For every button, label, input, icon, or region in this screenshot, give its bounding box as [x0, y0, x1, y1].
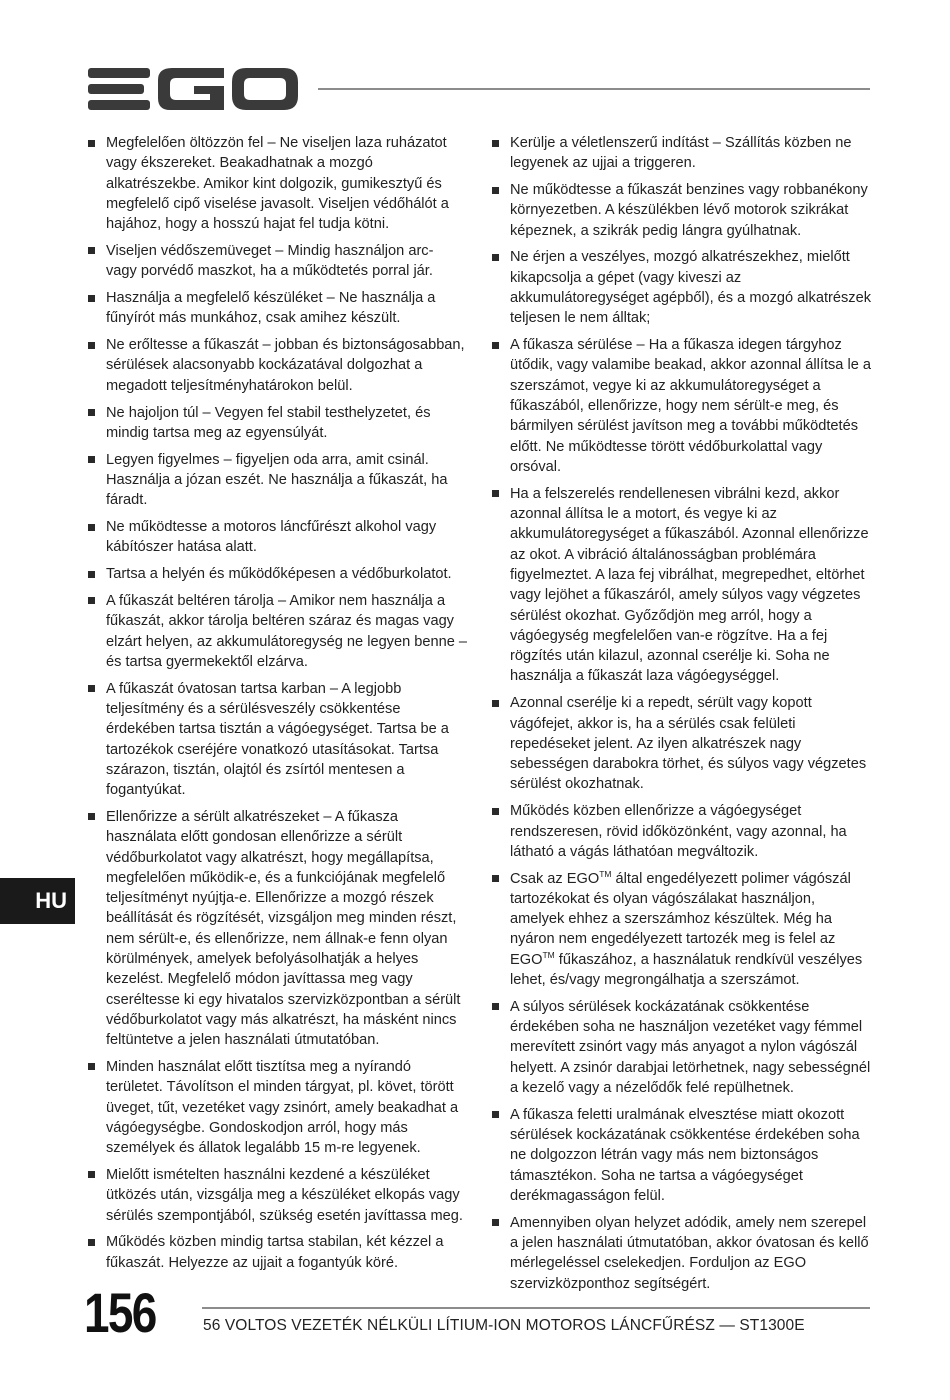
list-item: Minden használat előtt tisztítsa meg a nyírandó területet. Távolítson el minden tárgyat, pl. követ, törött üveget, tűt, vezetéket vagy zsinórt, amely beakadhat a vágóegységbe. Gondoskodjon arról, hogy más személyek és állatok legalább 15 m-re legyenek. [88, 1057, 468, 1158]
bullet-icon [88, 597, 95, 604]
list-item: Kerülje a véletlenszerű indítást – Szállítás közben ne legyenek az ujjai a triggeren. [492, 133, 872, 174]
bullet-icon [88, 524, 95, 531]
list-item: Ellenőrizze a sérült alkatrészeket – A fűkasza használata előtt gondosan ellenőrizze a sérült védőburkolatot vagy alkatrészt, hogy megállapítsa, megfelelően működik-e, és a funkciójának megfelelő teljesítményt nyújtja-e. Ellenőrizze a mozgó részek beállítását és rögzítését, vizsgáljon meg minden részt, nem sérült-e, és ellenőrizze, nem állnak-e fenn olyan körülmények, amelyek befolyásolhatják a helyes kezelést. Megfelelő módon javíttassa meg vagy cseréltesse ki egy hivatalos szervizközpontban a sérült védőburkolatot vagy más alkatrészt, ha másként nincs feltüntetve a jelen használati útmutatóban. [88, 807, 468, 1051]
bullet-icon [492, 490, 499, 497]
bullet-icon [492, 1003, 499, 1010]
list-item: A fűkaszát óvatosan tartsa karban – A legjobb teljesítmény és a sérülésveszély csökkentése érdekében tartsa tisztán a vágóegységet. Tartsa be a tartozékok cseréjére vonatkozó utasításokat. Tartsa szárazon, tisztán, olajtól és zsírtól mentesen a fogantyúkat. [88, 679, 468, 801]
bullet-icon [88, 813, 95, 820]
bullet-icon [88, 342, 95, 349]
right-column [492, 133, 872, 1301]
bullet-icon [88, 456, 95, 463]
list-item: Ne hajoljon túl – Vegyen fel stabil testhelyzetet, és mindig tartsa meg az egyensúlyát. [88, 403, 468, 444]
list-item: Ne erőltesse a fűkaszát – jobban és biztonságosabban, sérülések alacsonyabb kockázatával dolgozhat a megadott teljesítményhatárokon belül. [88, 335, 468, 396]
bullet-icon [492, 875, 499, 882]
bullet-icon [492, 808, 499, 815]
page-number: 156 [84, 1281, 156, 1344]
list-item: Azonnal cserélje ki a repedt, sérült vagy kopott vágófejet, akkor is, ha a sérülés csak felületi repedéseket jelent. Az ilyen alkatrészek nagy sebességen darabokra törhet, és súlyos vagy végzetes sérülést okozhatnak. [492, 693, 872, 794]
bullet-icon [492, 342, 499, 349]
list-item: Ne működtesse a fűkaszát benzines vagy robbanékony környezetben. A készülékben lévő motorok szikrákat képeznek, a szikrák pedig lángra gyúlhatnak. [492, 180, 872, 241]
list-item: Ha a felszerelés rendellenesen vibrálni kezd, akkor azonnal állítsa le a motort, és vegye ki az akkumulátoregységet a fűkaszából. Azonnal ellenőrizze az okot. A vibráció általánosságban problémára figyelmeztet. A laza fej vibrálhat, megrepedhet, eltörhet vagy lejöhet a fűkaszáról, amely súlyos vagy végzetes sérülést okozhat. Győződjön meg arról, hogy a vágóegység megfelelően van-e rögzítve. Ha a fej rögzítés után kilazul, azonnal cserélje ki. Soha ne használja a fűkaszát laza vágóegységgel. [492, 484, 872, 687]
list-item: Ne érjen a veszélyes, mozgó alkatrészekhez, mielőtt kikapcsolja a gépet (vagy kiveszi az akkumulátoregységet agépből), és a mozgó alkatrészek teljesen le nem álltak; [492, 247, 872, 328]
list-item: Tartsa a helyén és működőképesen a védőburkolatot. [88, 564, 468, 584]
left-column [88, 133, 468, 1279]
list-item: Legyen figyelmes – figyeljen oda arra, amit csinál. Használja a józan eszét. Ne használja a fűkaszát, ha fáradt. [88, 450, 468, 511]
footer-rule [202, 1307, 870, 1309]
list-item: Működés közben ellenőrizze a vágóegységet rendszeresen, rövid időközönként, vagy azonnal, ha látható a vágás láthatóan megváltozik. [492, 801, 872, 862]
list-item: Viseljen védőszemüveget – Mindig használjon arc- vagy porvédő maszkot, ha a működtetés porral jár. [88, 241, 468, 282]
list-item: Működés közben mindig tartsa stabilan, két kézzel a fűkaszát. Helyezze az ujjait a fogantyúk köré. [88, 1232, 468, 1273]
bullet-icon [88, 295, 95, 302]
list-item: Megfelelően öltözzön fel – Ne viseljen laza ruházatot vagy ékszereket. Beakadhatnak a mozgó alkatrészekbe. Amikor kint dolgozik, gumikesztyű és megfelelő cipő viselése javasolt. Viseljen védőhálót a hajához, hogy a hosszú hajat fel tudja kötni. [88, 133, 468, 234]
bullet-icon [88, 571, 95, 578]
language-tab: HU [0, 878, 75, 924]
trademark-mark: TM [599, 868, 612, 879]
list-item: A fűkasza feletti uralmának elvesztése miatt okozott sérülések kockázatának csökkentése érdekében soha ne dolgozzon létrán vagy más nem biztonságos támasztékon. Soha ne tartsa a vágóegységet derékmagasságon felül. [492, 1105, 872, 1206]
bullet-icon [88, 1239, 95, 1246]
footer-title: 56 VOLTOS VEZETÉK NÉLKÜLI LÍTIUM-ION MOTOROS LÁNCFŰRÉSZ — ST1300E [203, 1317, 805, 1334]
list-item: A fűkasza sérülése – Ha a fűkasza idegen tárgyhoz ütődik, vagy valamibe beakad, akkor azonnal állítsa le a szerszámot, vegye ki az akkumulátoregységet a fűkaszából, ellenőrizze, hogy nem sérült-e meg, és bármilyen sérülést javítson meg a további működtetés előtt. Ne működtesse törött védőburkolattal vagy orsóval. [492, 335, 872, 477]
bullet-icon [88, 140, 95, 147]
bullet-icon [492, 187, 499, 194]
list-item: Csak az EGO™ által engedélyezett polimer vágószál tartozékokat és olyan vágószálakat használjon, amelyek ehhez a szerszámhoz készültek. Még ha nyáron nem engedélyezett tartozék meg is felel az EGO™ fűkaszához, a használatuk rendkívül veszélyes lehet, és/vagy megrongálhatja a szerszámot. [492, 869, 872, 991]
bullet-icon [492, 140, 499, 147]
bullet-icon [88, 1171, 95, 1178]
list-item: Használja a megfelelő készüléket – Ne használja a fűnyírót más munkához, csak amihez készült. [88, 288, 468, 329]
bullet-icon [492, 1219, 499, 1226]
ego-logo [86, 64, 300, 114]
bullet-icon [492, 700, 499, 707]
bullet-icon [88, 247, 95, 254]
list-item: A fűkaszát beltéren tárolja – Amikor nem használja a fűkaszát, akkor tárolja beltéren száraz és magas vagy elzárt helyen, az akkumulátoregység ne legyen benne – és tartsa gyermekektől elzárva. [88, 591, 468, 672]
list-item: Ne működtesse a motoros láncfűrészt alkohol vagy kábítószer hatása alatt. [88, 517, 468, 558]
bullet-icon [492, 254, 499, 261]
bullet-icon [88, 685, 95, 692]
list-item: Amennyiben olyan helyzet adódik, amely nem szerepel a jelen használati útmutatóban, akkor óvatosan és kellő mérlegeléssel cselekedjen. Forduljon az EGO szervizközponthoz segítségért. [492, 1213, 872, 1294]
bullet-icon [88, 409, 95, 416]
header-rule [318, 88, 870, 90]
bullet-icon [492, 1111, 499, 1118]
list-item: A súlyos sérülések kockázatának csökkentése érdekében soha ne használjon vezetéket vagy fémmel merevített zsinórt vagy más anyagot a nylon vágószál helyett. A zsinór darabjai letörhetnek, nagy sebességnél a kezelő vagy a nézelődők felé repülhetnek. [492, 997, 872, 1098]
list-item: Mielőtt ismételten használni kezdené a készüléket ütközés után, vizsgálja meg a készüléket elkopás vagy sérülés szempontjából, szükség esetén javíttassa meg. [88, 1165, 468, 1226]
bullet-icon [88, 1063, 95, 1070]
trademark-mark: TM [542, 949, 555, 960]
